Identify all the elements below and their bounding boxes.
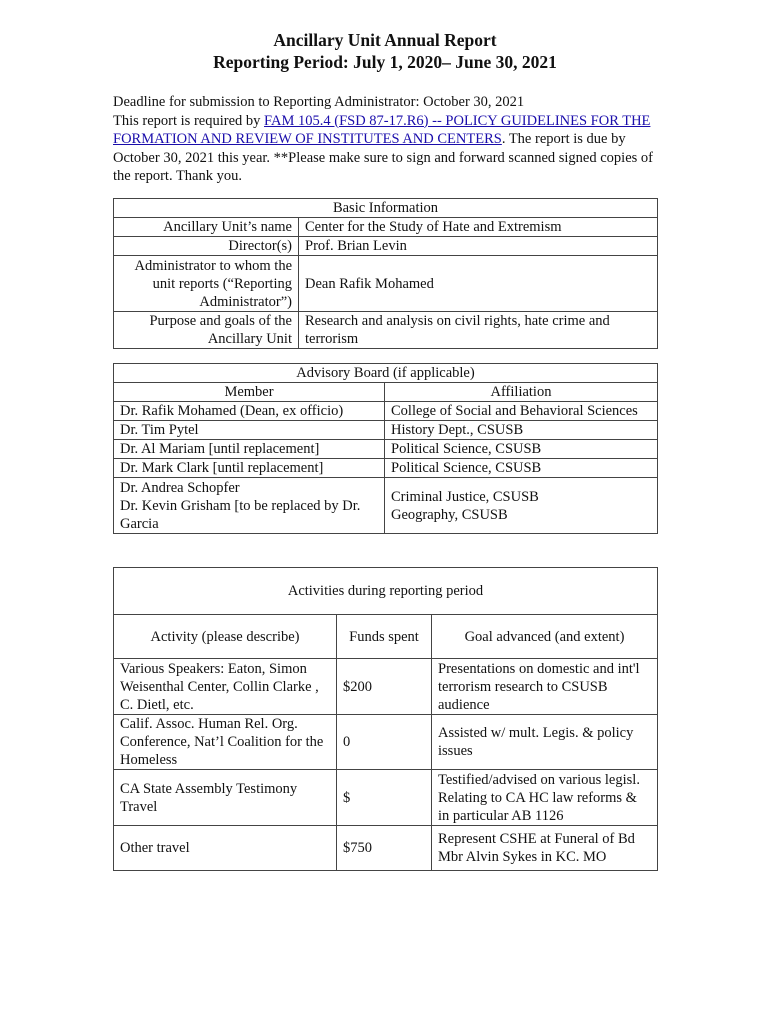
policy-link[interactable]: FAM 105.4 (FSD 87-17.R6) -- POLICY GUIDELINES FOR THE FORMATION AND REVIEW OF INSTITUTES AND CENTERS — [113, 112, 651, 147]
activity-cell: Other travel — [114, 826, 337, 871]
member-cell: Dr. Tim Pytel — [114, 421, 385, 440]
requirement-text — [113, 112, 658, 186]
purpose-label: Purpose and goals of the Ancillary Unit — [114, 312, 299, 349]
requirement-prefix: This report is required by — [113, 112, 265, 129]
goal-cell: Assisted w/ mult. Legis. & policy issues — [432, 715, 658, 770]
activities-table — [113, 567, 658, 871]
affiliation-cell: Political Science, CSUSB — [385, 459, 658, 478]
requirement-suffix: . The report is due by October 30, 2021 this year. **Please make sure to sign and forward scanned signed copies of the report. Thank you. — [113, 131, 653, 184]
member-cell: Dr. Rafik Mohamed (Dean, ex officio) — [114, 402, 385, 421]
activity-column-header: Activity (please describe) — [114, 615, 337, 659]
goal-cell: Presentations on domestic and int'l terrorism research to CSUSB audience — [432, 659, 658, 715]
affiliation-cell: Criminal Justice, CSUSB Geography, CSUSB — [385, 478, 658, 534]
goal-cell: Represent CSHE at Funeral of Bd Mbr Alvin Sykes in KC. MO — [432, 826, 658, 871]
deadline-line: Deadline for submission to Reporting Administrator: October 30, 2021 — [113, 94, 525, 110]
funds-cell: $ — [337, 770, 432, 826]
intro-paragraph — [113, 93, 658, 186]
funds-cell: $200 — [337, 659, 432, 715]
member-cell: Dr. Andrea Schopfer Dr. Kevin Grisham [to be replaced by Dr. Garcia — [114, 478, 385, 534]
activity-cell: Calif. Assoc. Human Rel. Org. Conference, Nat’l Coalition for the Homeless — [114, 715, 337, 770]
member-column-header: Member — [114, 383, 385, 402]
member-cell: Dr. Al Mariam [until replacement] — [114, 440, 385, 459]
affiliation-column-header: Affiliation — [385, 383, 658, 402]
advisory-board-table — [113, 363, 658, 534]
activities-heading: Activities during reporting period — [114, 568, 658, 615]
directors-value: Prof. Brian Levin — [299, 237, 658, 256]
activity-cell: CA State Assembly Testimony Travel — [114, 770, 337, 826]
advisory-heading: Advisory Board (if applicable) — [114, 364, 658, 383]
unit-name-value: Center for the Study of Hate and Extremism — [299, 218, 658, 237]
funds-cell: 0 — [337, 715, 432, 770]
member-cell: Dr. Mark Clark [until replacement] — [114, 459, 385, 478]
reporting-period: Reporting Period: July 1, 2020– June 30, 2021 — [213, 52, 557, 72]
affiliation-cell: College of Social and Behavioral Sciences — [385, 402, 658, 421]
report-title: Ancillary Unit Annual Report — [273, 30, 497, 50]
affiliation-cell: Political Science, CSUSB — [385, 440, 658, 459]
directors-label: Director(s) — [114, 237, 299, 256]
funds-cell: $750 — [337, 826, 432, 871]
activity-cell: Various Speakers: Eaton, Simon Weisenthal Center, Collin Clarke , C. Dietl, etc. — [114, 659, 337, 715]
funds-column-header: Funds spent — [337, 615, 432, 659]
administrator-value: Dean Rafik Mohamed — [299, 256, 658, 312]
affiliation-cell: History Dept., CSUSB — [385, 421, 658, 440]
basic-info-heading: Basic Information — [114, 199, 658, 218]
purpose-value: Research and analysis on civil rights, hate crime and terrorism — [299, 312, 658, 349]
goal-cell: Testified/advised on various legisl. Relating to CA HC law reforms & in particular AB 1126 — [432, 770, 658, 826]
goal-column-header: Goal advanced (and extent) — [432, 615, 658, 659]
administrator-label: Administrator to whom the unit reports (“Reporting Administrator”) — [114, 256, 299, 312]
unit-name-label: Ancillary Unit’s name — [114, 218, 299, 237]
basic-information-table — [113, 198, 658, 349]
